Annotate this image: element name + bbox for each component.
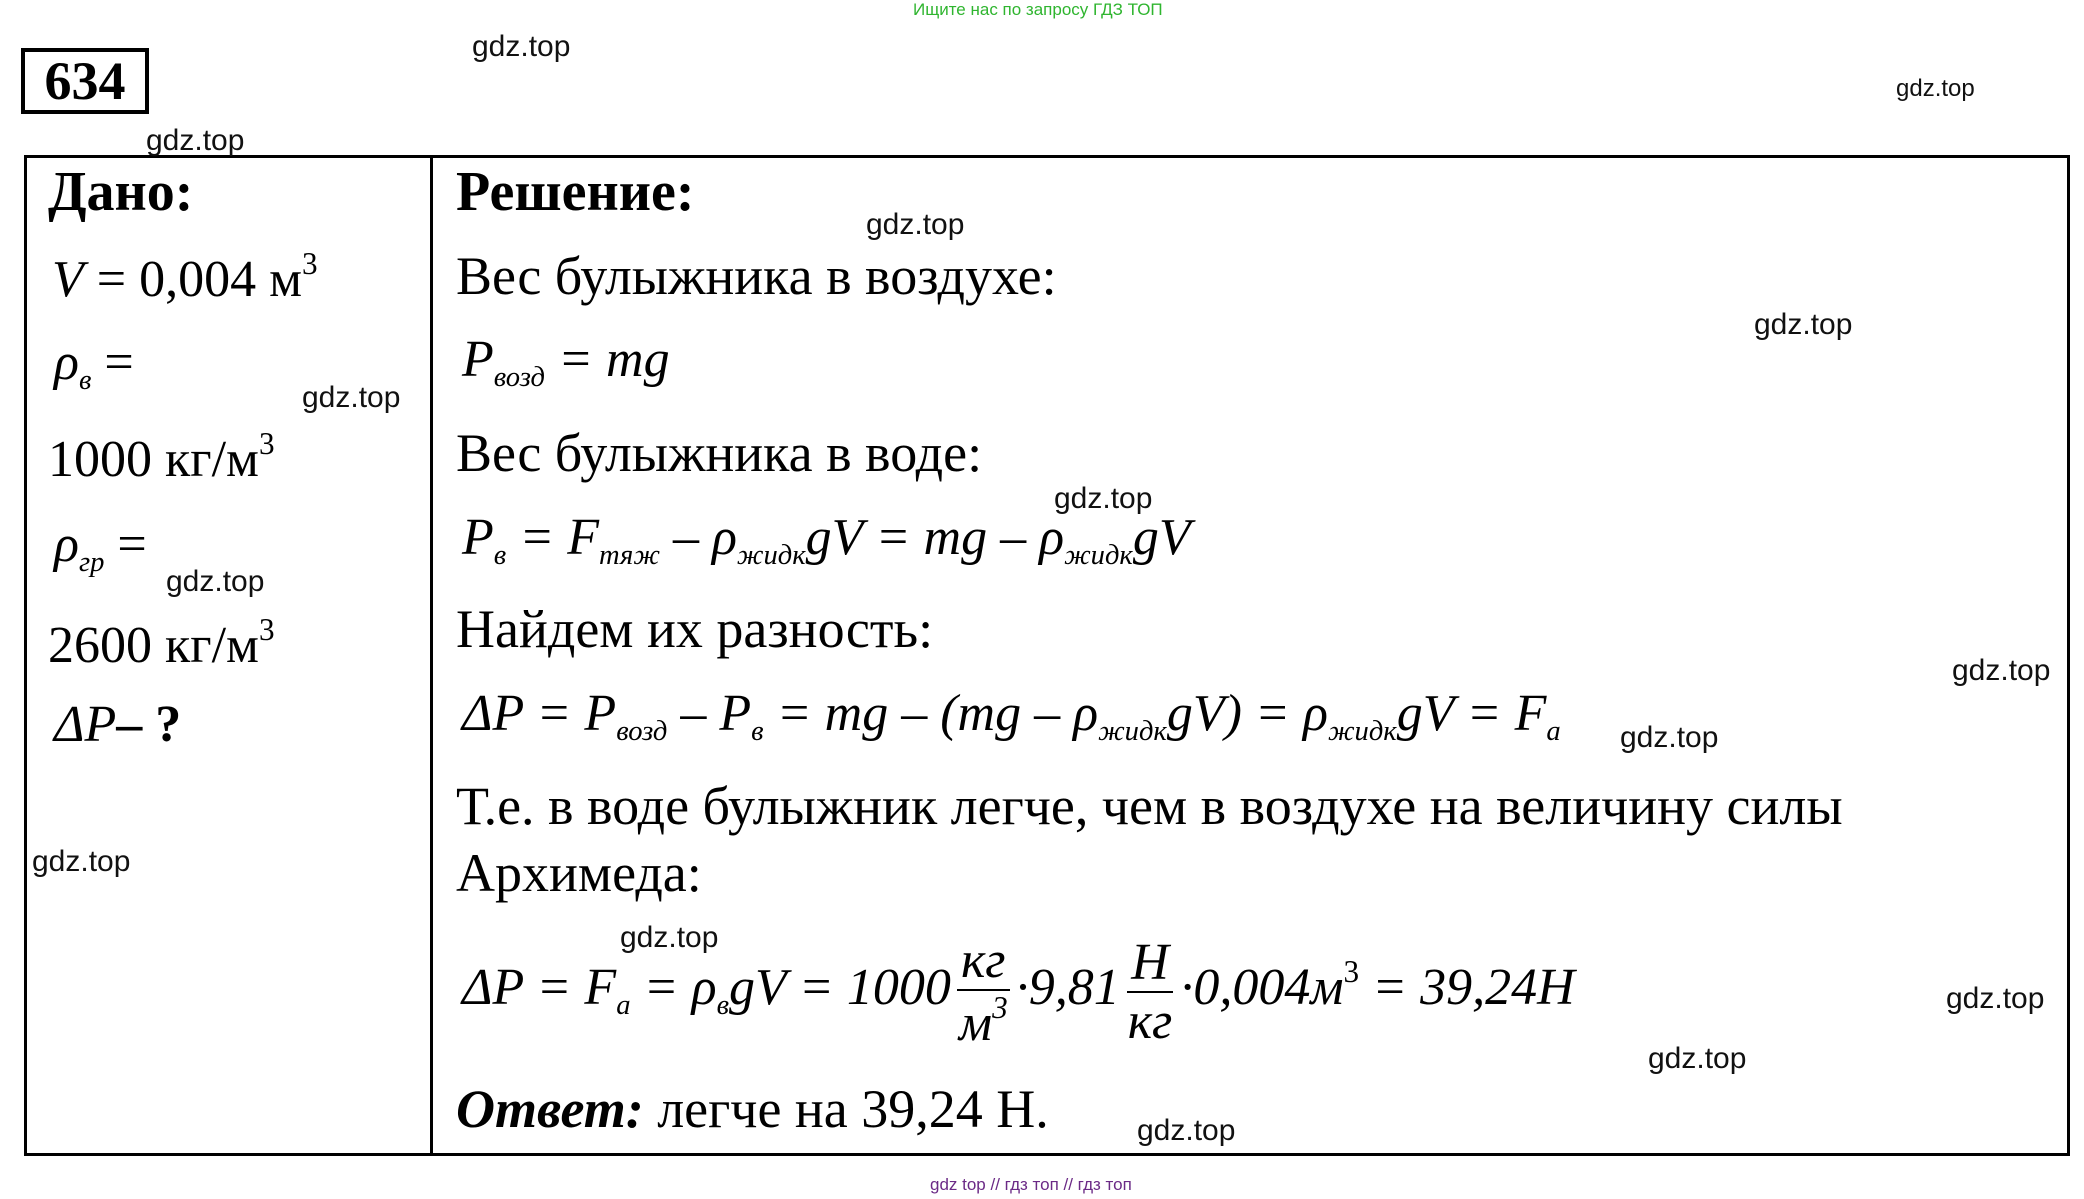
fraction-kg-per-m3: $\frac{кг}{м^3}$ (958, 932, 1008, 1053)
formula-calculation: $\Delta P = F_а = \rho_вgV = 1000$ $\frac{кг}{м^3}$ ·9,81 $\frac{Н}{кг}$ $\cdot 0,004м^3 = 39,24Н$ (462, 932, 1575, 1053)
given-stone-density-value: 2600 $кг/м^3$ (48, 612, 275, 674)
watermark: gdz.top (146, 124, 245, 157)
formula-air-weight: $P_{возд}$ = mg (462, 331, 670, 393)
given-unknown: ΔP– ? (54, 696, 182, 753)
watermark: gdz.top (1137, 1114, 1236, 1147)
watermark: gdz.top (1896, 75, 1975, 102)
watermark: gdz.top (866, 208, 965, 241)
text-air-weight: Вес булыжника в воздухе: (456, 246, 1057, 306)
watermark: gdz.top (1620, 721, 1719, 754)
given-volume: V = 0,004 $м^3$ (52, 246, 318, 308)
text-difference: Найдем их разность: (456, 599, 934, 659)
formula-difference: $\Delta P = P_{возд} - P_в$ = mg – $(mg - \rho_{жидк}gV) = \rho_{жидк}gV = F_а$ (462, 685, 1561, 747)
watermark: gdz.top (1952, 654, 2051, 687)
watermark: gdz.top (1754, 308, 1853, 341)
fraction-n-per-kg: $\frac{Н}{кг}$ (1127, 933, 1173, 1051)
watermark: gdz.top (302, 381, 401, 414)
watermark: gdz.top (32, 845, 131, 878)
text-conclusion-line2: Архимеда: (456, 843, 702, 903)
problem-number: 634 (21, 48, 149, 114)
search-banner: Ищите нас по запросу ГДЗ ТОП (913, 0, 1163, 19)
given-water-density-label: $\rho_в$ = (54, 334, 134, 396)
column-divider (430, 155, 433, 1156)
watermark: gdz.top (1946, 982, 2045, 1015)
formula-water-weight: $P_в = F_{тяж} - \rho_{жидк}gV$ = mg – $\rho_{жидк}gV$ (462, 509, 1191, 571)
watermark: gdz.top (1648, 1042, 1747, 1075)
watermark: gdz.top (620, 921, 719, 954)
watermark: gdz.top (1054, 482, 1153, 515)
watermark: gdz.top (166, 565, 265, 598)
watermark: gdz.top (472, 30, 571, 63)
text-conclusion-line1: Т.е. в воде булыжник легче, чем в воздухе на величину силы (456, 776, 1843, 836)
given-water-density-value: 1000 $кг/м^3$ (48, 426, 275, 488)
answer-line: Ответ: легче на 39,24 Н. (456, 1079, 1049, 1139)
text-water-weight: Вес булыжника в воде: (456, 423, 983, 483)
solution-heading: Решение: (456, 161, 695, 223)
given-heading: Дано: (48, 161, 194, 223)
given-stone-density-label: $\rho_{гр}$ = (54, 516, 147, 578)
footer-links: gdz top // гдз топ // гдз топ (930, 1175, 1132, 1194)
